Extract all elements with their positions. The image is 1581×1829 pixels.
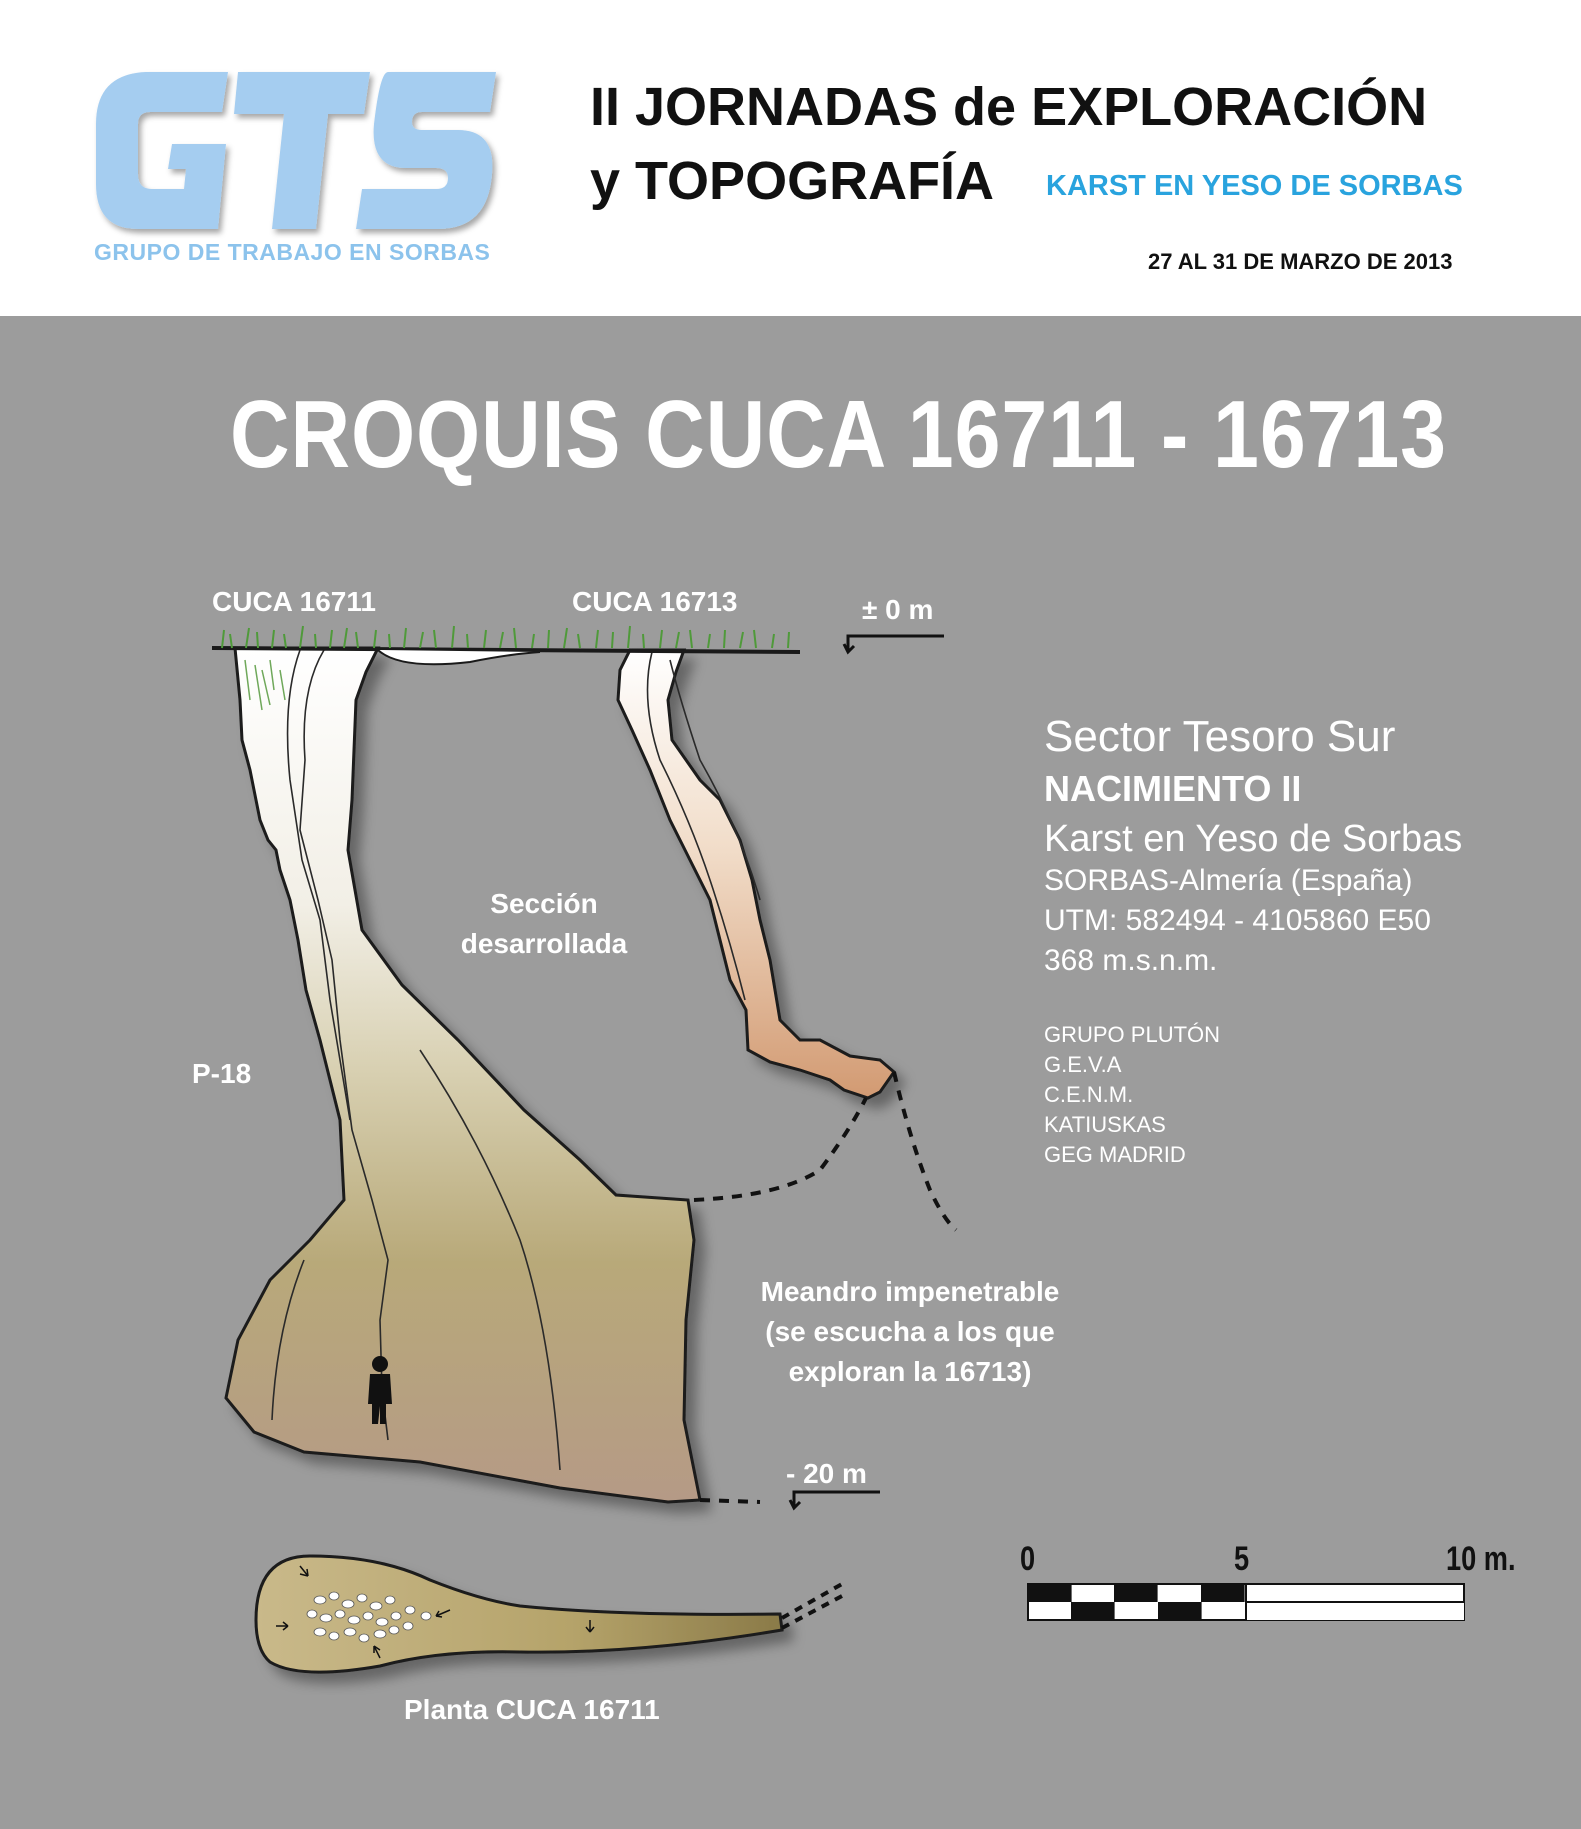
datum-bottom-label: - 20 m [786,1458,867,1489]
datum-top-marker [844,636,944,652]
location-text: SORBAS-Almería (España) [1044,864,1413,897]
section-label-2: desarrollada [460,928,628,959]
page-title: CROQUIS CUCA 16711 - 16713 [230,381,1447,488]
karst-name: Karst en Yeso de Sorbas [1044,818,1463,860]
header-banner [0,0,1581,316]
group-item: GEG MADRID [1044,1142,1186,1167]
meander-label-2: (se escucha a los que [765,1316,1055,1347]
scale-label-0: 0 [1020,1540,1036,1578]
datum-bottom-marker [790,1492,880,1508]
altitude-text: 368 m.s.n.m. [1044,944,1218,977]
utm-text: UTM: 582494 - 4105860 E50 [1044,904,1431,937]
scale-bar [1028,1584,1464,1620]
event-subtitle: KARST EN YESO DE SORBAS [1046,170,1463,202]
group-item: GRUPO PLUTÓN [1044,1022,1221,1047]
sector-label: Sector Tesoro Sur [1044,712,1396,761]
section-label-1: Sección [490,888,598,919]
grass [222,626,789,648]
cave-16711-section [226,648,700,1502]
plan-dashed-exit [782,1584,842,1628]
event-title-line2: y TOPOGRAFÍA [590,151,995,211]
scale-label-10: 10 m. [1446,1540,1516,1578]
cave-name: NACIMIENTO II [1044,768,1302,809]
datum-top-label: ± 0 m [862,594,934,625]
entrance-label-16711: CUCA 16711 [212,586,376,617]
logo-subtitle: GRUPO DE TRABAJO EN SORBAS [94,239,491,265]
cave-16713-section [618,650,894,1098]
entrance-label-16713: CUCA 16713 [572,586,738,617]
gts-logo [88,64,508,274]
group-item: KATIUSKAS [1044,1112,1166,1137]
gts-logo-mark [88,64,508,239]
group-item: C.E.N.M. [1044,1082,1134,1107]
meander-label-3: exploran la 16713) [788,1356,1032,1387]
event-title-line1: II JORNADAS de EXPLORACIÓN [590,77,1428,137]
group-item: G.E.V.A [1044,1052,1122,1077]
pitch-label: P-18 [192,1058,252,1089]
meander-label-1: Meandro impenetrable [760,1276,1060,1307]
event-date: 27 AL 31 DE MARZO DE 2013 [1148,249,1453,274]
plan-label: Planta CUCA 16711 [404,1694,660,1725]
scale-label-5: 5 [1234,1540,1250,1578]
